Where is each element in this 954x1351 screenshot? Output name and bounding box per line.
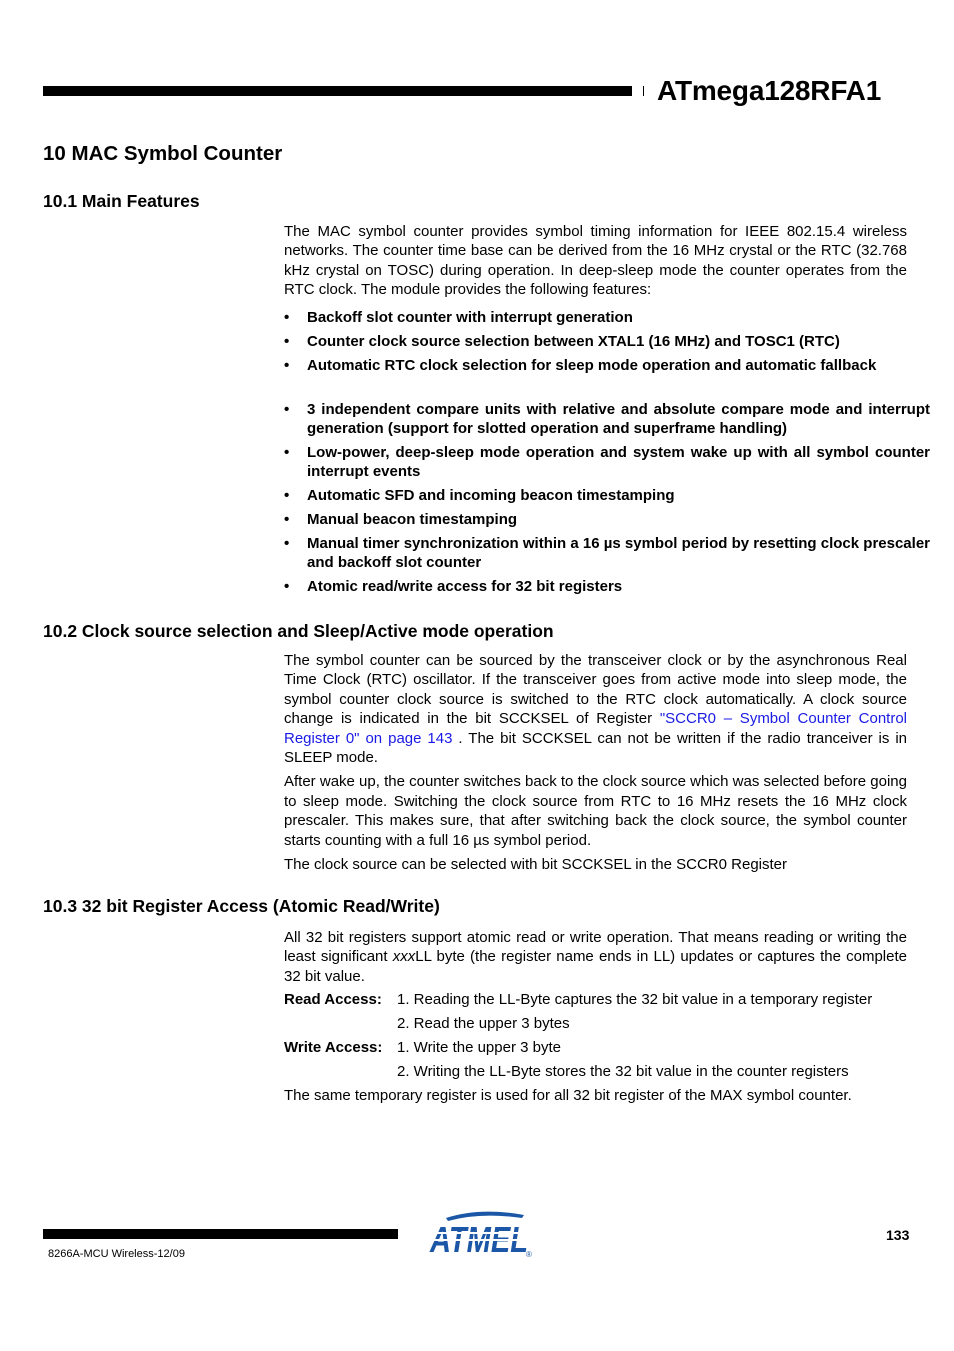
sccr0-register-link[interactable]: "SCCR0 – Symbol Counter Control Register 0" on page 143 xyxy=(284,710,907,747)
atmel-logo xyxy=(428,1209,536,1259)
bullet-icon: • xyxy=(284,487,290,504)
header-tick xyxy=(643,86,644,96)
document-id: 8266A-MCU Wireless-12/09 xyxy=(48,1248,185,1260)
list-item: • Backoff slot counter with interrupt generation xyxy=(284,309,633,326)
list-item: • Manual beacon timestamping xyxy=(284,511,518,528)
list-item: • Atomic read/write access for 32 bit registers xyxy=(284,578,623,595)
bullet-icon: • xyxy=(284,309,290,326)
document-title: ATmega128RFA1 xyxy=(657,75,882,106)
atmel-logo-mark xyxy=(428,1209,536,1259)
bullet-icon: • xyxy=(284,357,290,374)
clock-source-paragraph-2: After wake up, the counter switches back to the clock source which was selected before going to sleep mode. Switching the clock source from RTC to 16 MHz resets the 16 MHz clock prescaler. This makes sure, that after switching back the clock source, the symbol counter starts counting with a full 16 µs symbol period. xyxy=(284,773,907,849)
subsection-title-register-access: 10.3 32 bit Register Access (Atomic Read/Write) xyxy=(43,896,440,916)
bullet-icon: • xyxy=(284,401,290,418)
bullet-icon: • xyxy=(284,333,290,350)
footer-rule xyxy=(43,1229,398,1239)
features-intro-text: The MAC symbol counter provides symbol timing information for IEEE 802.15.4 wireless networks. The counter time base can be derived from the 16 MHz crystal or the RTC (32.768 kHz crystal on TOSC) during operation. In deep-sleep mode the counter operates from the RTC clock. The module provides the following features: xyxy=(284,223,907,299)
register-access-text: All 32 bit registers support atomic read or write operation. That means reading or writing the least significant xxxLL byte (the register name ends in LL) updates or captures the complete 32 bit value. xyxy=(284,929,907,985)
page-number: 133 xyxy=(886,1227,910,1243)
list-item: • Counter clock source selection between XTAL1 (16 MHz) and TOSC1 (RTC) xyxy=(284,333,840,350)
bullet-icon: • xyxy=(284,511,290,528)
list-item: • Automatic RTC clock selection for sleep mode operation and automatic fallback xyxy=(284,357,877,374)
list-item: • 3 independent compare units with relative and absolute compare mode and interrupt generation (support for slotted operation and superframe handling) xyxy=(284,401,930,438)
bullet-icon: • xyxy=(284,535,290,552)
write-access-step-2: 2. Writing the LL-Byte stores the 32 bit value in the counter registers xyxy=(397,1063,849,1080)
list-item: • Manual timer synchronization within a 16 µs symbol period by resetting clock prescaler and backoff slot counter xyxy=(284,535,930,572)
clock-source-body xyxy=(284,651,907,874)
clock-source-paragraph-3: The clock source can be selected with bit SCCKSEL in the SCCR0 Register xyxy=(284,856,788,874)
write-access-label: Write Access: xyxy=(284,1039,383,1056)
bullet-icon: • xyxy=(284,578,290,595)
read-access-label: Read Access: xyxy=(284,991,382,1008)
subsection-title-features: 10.1 Main Features xyxy=(43,191,200,211)
svg-text:®: ® xyxy=(526,1250,532,1259)
subsection-title-clock-source: 10.2 Clock source selection and Sleep/Active mode operation xyxy=(43,621,554,641)
read-access-step-1: 1. Reading the LL-Byte captures the 32 bit value in a temporary register xyxy=(397,991,873,1008)
list-item: • Low-power, deep-sleep mode operation and system wake up with all symbol counter interrupt events xyxy=(284,444,930,481)
read-access-step-2: 2. Read the upper 3 bytes xyxy=(397,1015,570,1032)
header-rule xyxy=(43,86,632,96)
register-access-note: The same temporary register is used for all 32 bit register of the MAX symbol counter. xyxy=(284,1087,852,1104)
clock-source-paragraph-1: The symbol counter can be sourced by the transceiver clock or by the asynchronous Real Time Clock (RTC) oscillator. If the transceiver goes from active mode into sleep mode, the symbol counter clock source is switched to the RTC clock automatically. A clock source change is indicated in the bit SCCKSEL of Register "SCCR0 – Symbol Counter Control Register 0" on page 143 . The bit SCCKSEL can not be written if the radio tranceiver is in SLEEP mode. xyxy=(284,652,907,767)
bullet-icon: • xyxy=(284,444,290,461)
register-access-intro xyxy=(284,928,907,986)
write-access-step-1: 1. Write the upper 3 byte xyxy=(397,1039,561,1056)
section-title: 10 MAC Symbol Counter xyxy=(43,142,283,165)
list-item: • Automatic SFD and incoming beacon timestamping xyxy=(284,487,675,504)
features-intro xyxy=(284,222,907,300)
